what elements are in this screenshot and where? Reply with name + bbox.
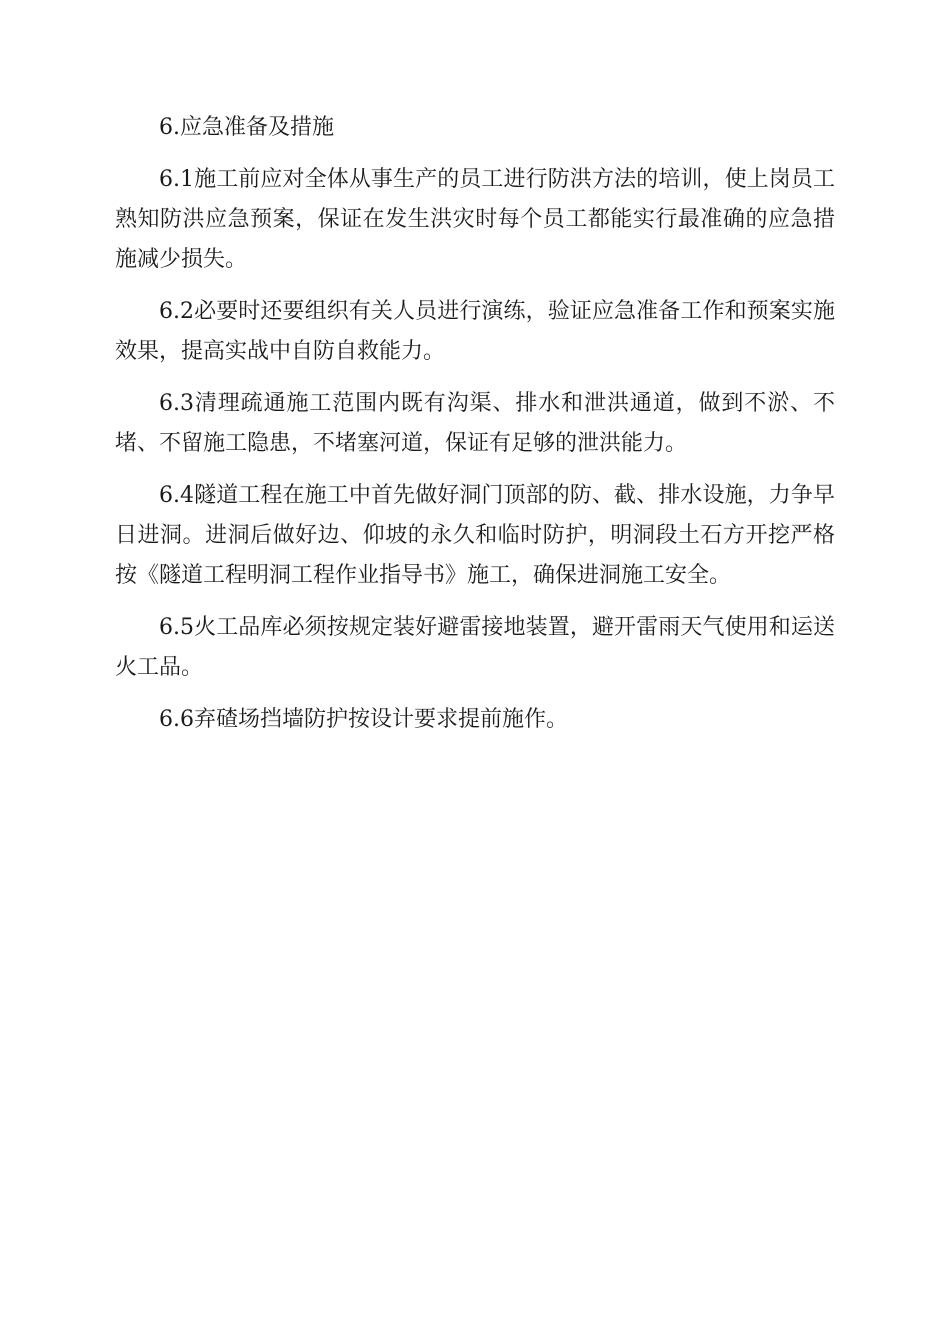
paragraph-6-1: 6.1施工前应对全体从事生产的员工进行防洪方法的培训，使上岗员工熟知防洪应急预案，保证在发生洪灾时每个员工都能实行最准确的应急措施减少损失。 — [115, 167, 835, 272]
paragraph-6-4: 6.4隧道工程在施工中首先做好洞门顶部的防、截、排水设施，力争早日进洞。进洞后做好边、仰坡的永久和临时防护，明洞段土石方开挖严格按《隧道工程明洞工程作业指导书》施工，确保进洞施工安全。 — [115, 483, 835, 588]
section-heading: 6.应急准备及措施 — [159, 115, 334, 140]
document-body — [115, 108, 835, 752]
paragraph-6-5: 6.5火工品库必须按规定装好避雷接地装置，避开雷雨天气使用和运送火工品。 — [115, 615, 835, 680]
paragraph-6-3: 6.3清理疏通施工范围内既有沟渠、排水和泄洪通道，做到不淤、不堵、不留施工隐患，不堵塞河道，保证有足够的泄洪能力。 — [115, 391, 835, 456]
paragraph-6-2: 6.2必要时还要组织有关人员进行演练，验证应急准备工作和预案实施效果，提高实战中自防自救能力。 — [115, 299, 835, 364]
paragraph-6-6: 6.6弃碴场挡墙防护按设计要求提前施作。 — [159, 707, 568, 732]
